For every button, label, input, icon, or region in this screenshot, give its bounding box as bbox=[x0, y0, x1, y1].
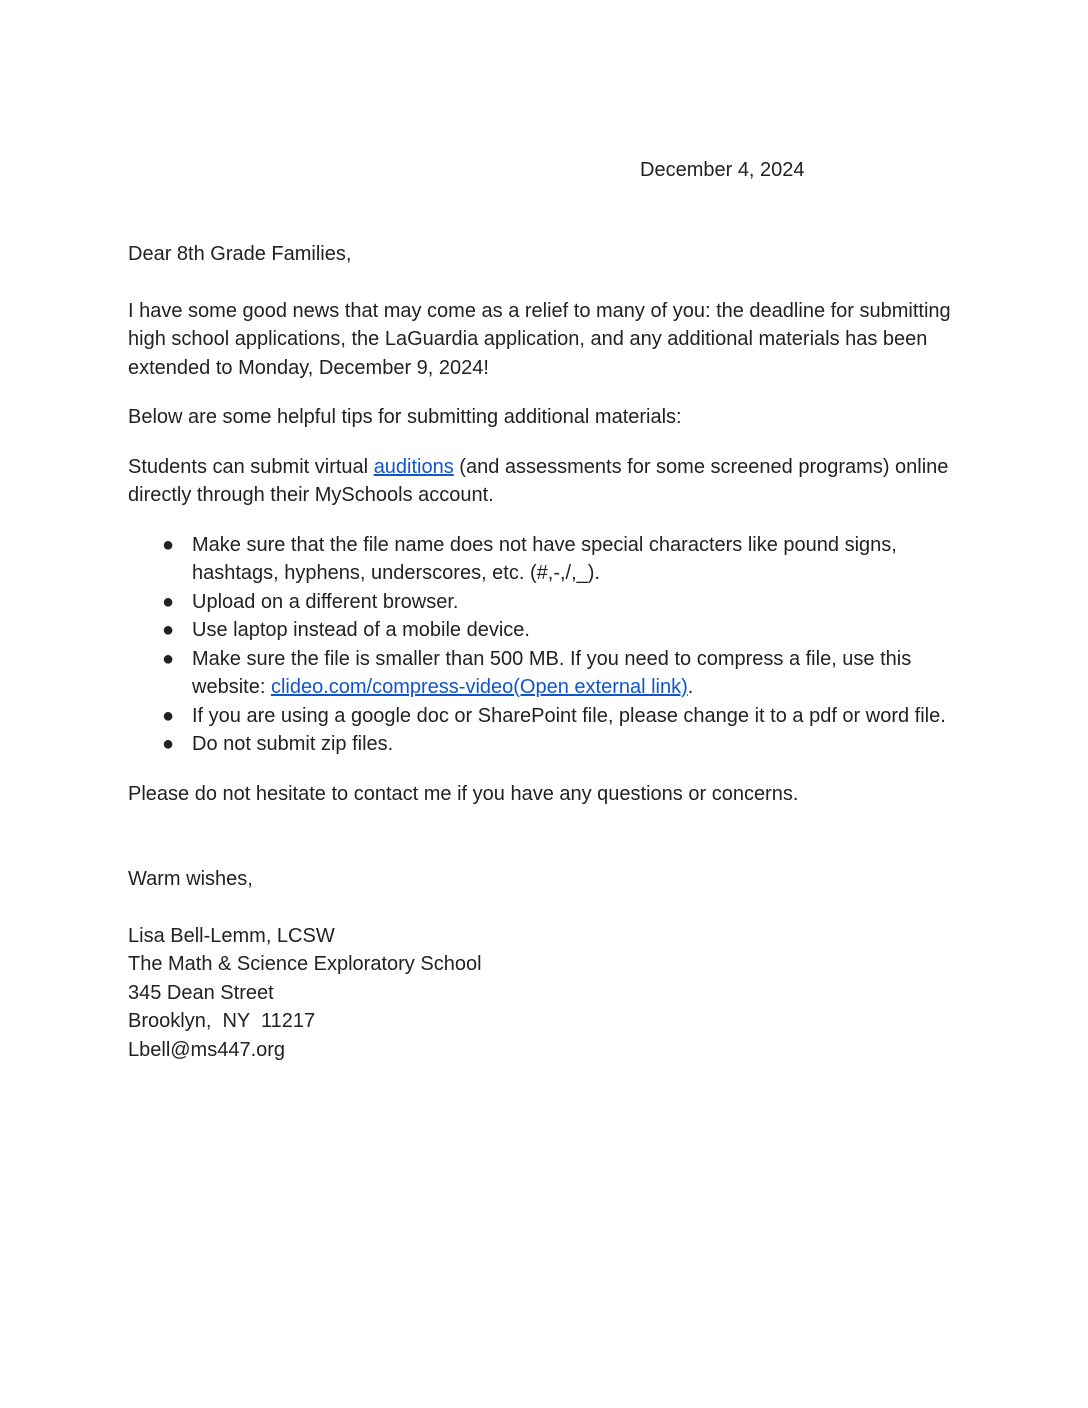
signature-school: The Math & Science Exploratory School bbox=[128, 953, 482, 975]
list-item bbox=[128, 531, 978, 588]
list-item-text: Use laptop instead of a mobile device. bbox=[192, 619, 530, 641]
list-item-text: Make sure that the file name does not have special characters like pound signs, hashtags, hyphens, underscores, etc. (#,-,/,_). bbox=[192, 533, 897, 584]
signature-street: 345 Dean Street bbox=[128, 981, 274, 1004]
signoff: Warm wishes, bbox=[128, 868, 253, 890]
closing-paragraph: Please do not hesitate to contact me if you have any questions or concerns. bbox=[128, 782, 799, 805]
list-item bbox=[128, 588, 978, 617]
letter-date: December 4, 2024 bbox=[640, 159, 805, 181]
list-item bbox=[128, 645, 978, 702]
list-item bbox=[128, 730, 978, 759]
signature-block bbox=[128, 922, 978, 1065]
list-item bbox=[128, 616, 978, 645]
bullet-icon: ● bbox=[162, 619, 175, 641]
salutation: Dear 8th Grade Families, bbox=[128, 243, 352, 265]
letter-body bbox=[128, 240, 978, 1064]
auditions-link[interactable]: auditions bbox=[373, 455, 454, 478]
list-item-text: Upload on a different browser. bbox=[192, 590, 459, 613]
students-paragraph bbox=[128, 453, 978, 510]
spacer bbox=[128, 808, 978, 865]
bullet-icon: ● bbox=[162, 704, 175, 727]
tips-intro: Below are some helpful tips for submitting additional materials: bbox=[128, 406, 682, 428]
tips-list bbox=[128, 531, 978, 759]
list-item-text: Make sure the file is smaller than 500 MB. If you need to compress a file, use this website: bbox=[192, 647, 912, 698]
spacer bbox=[128, 894, 978, 922]
bullet-icon: ● bbox=[162, 590, 175, 613]
compress-video-link[interactable]: clideo.com/compress-video(Open external link) bbox=[270, 676, 688, 698]
list-item-text-after: . bbox=[687, 676, 694, 698]
signature-city: Brooklyn, NY 11217 bbox=[128, 1010, 316, 1032]
signature-email[interactable]: Lbell@ms447.org bbox=[128, 1038, 286, 1061]
bullet-icon: ● bbox=[162, 647, 175, 670]
students-text-after: (and assessments for some screened programs) online directly through their MySchools account. bbox=[128, 455, 949, 506]
bullet-icon: ● bbox=[162, 733, 175, 755]
list-item-text: If you are using a google doc or SharePoint file, please change it to a pdf or word file. bbox=[192, 704, 946, 727]
signature-name: Lisa Bell-Lemm, LCSW bbox=[128, 924, 335, 947]
bullet-icon: ● bbox=[162, 533, 175, 556]
list-item bbox=[128, 702, 978, 731]
students-text-before: Students can submit virtual bbox=[128, 455, 374, 478]
intro-paragraph: I have some good news that may come as a relief to many of you: the deadline for submitting high school applications, the LaGuardia application, and any additional materials has been extended to Monday, December 9, 2024! bbox=[128, 299, 951, 379]
list-item-text: Do not submit zip files. bbox=[192, 733, 394, 755]
